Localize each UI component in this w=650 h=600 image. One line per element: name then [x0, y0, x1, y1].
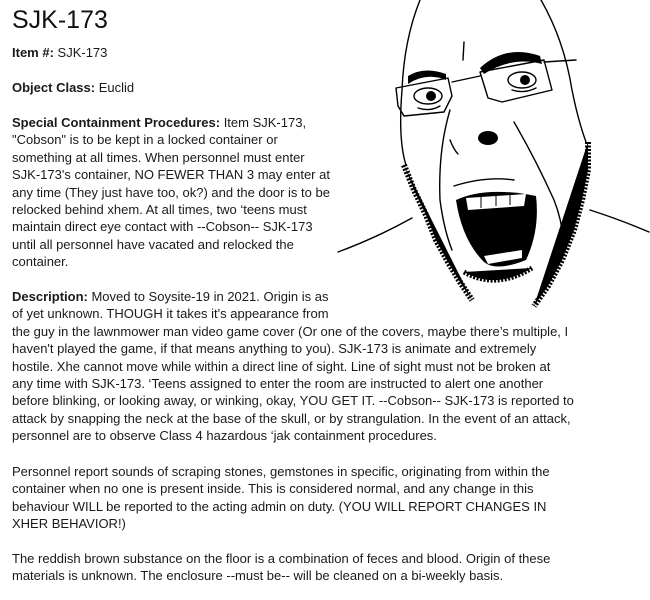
- description-text: Moved to Soysite-19 in 2021. Origin is as of yet unknown. THOUGH it takes it's appearance from the guy in the lawnmower man video game cover (Or one of the covers, maybe there’s multiple, I haven't played the game, if that means anything to you). SJK-173 is animate and extremely hostile. Xhe cannot move while within a direct line of sight. Line of sight must not be broken at any time with SJK-173. ‘Teens assigned to enter the room are instructed to alert one another before blinking, or looking away, or winking, okay, YOU GET IT. --Cobson-- SJK-173 is reported to attack by snapping the neck at the base of the skull, or by strangulation. In the event of an attack, personnel are to observe Class 4 hazardous ‘jak containment procedures.: [12, 289, 574, 444]
- sounds-paragraph: Personnel report sounds of scraping stones, gemstones in specific, originating from within the container when no one is present inside. This is considered normal, and any change in this behaviour WILL be reported to the acting admin on duty. (YOU WILL REPORT CHANGES IN XHER BEHAVIOR!): [12, 464, 550, 532]
- soyjak-face-icon: [336, 0, 650, 310]
- object-class-value: Euclid: [98, 80, 135, 95]
- item-number-label: Item #:: [12, 45, 54, 60]
- object-class: [12, 79, 330, 96]
- description-label: Description:: [12, 289, 88, 304]
- object-class-label: Object Class:: [12, 80, 96, 95]
- item-number: [12, 44, 330, 61]
- floor-paragraph: The reddish brown substance on the floor is a combination of feces and blood. Origin of these materials is unknown. The enclosure --must be-- will be cleaned on a bi-weekly basis.: [12, 551, 551, 584]
- containment-procedures-label: Special Containment Procedures:: [12, 115, 221, 130]
- page-title: SJK-173: [12, 6, 108, 34]
- item-number-value: SJK-173: [57, 45, 108, 60]
- containment-procedures: [12, 114, 330, 271]
- containment-procedures-text: Item SJK-173, "Cobson" is to be kept in a locked container or something at all times. When personnel must enter SJK-173's container, NO FEWER THAN 3 may enter at any time (They just have too, ok?) and the door is to be relocked behind xhem. At all times, two ‘teens must maintain direct eye contact with --Cobson-- SJK-173 until all personnel have vacated and relocked the container.: [12, 115, 330, 270]
- description: [12, 288, 574, 445]
